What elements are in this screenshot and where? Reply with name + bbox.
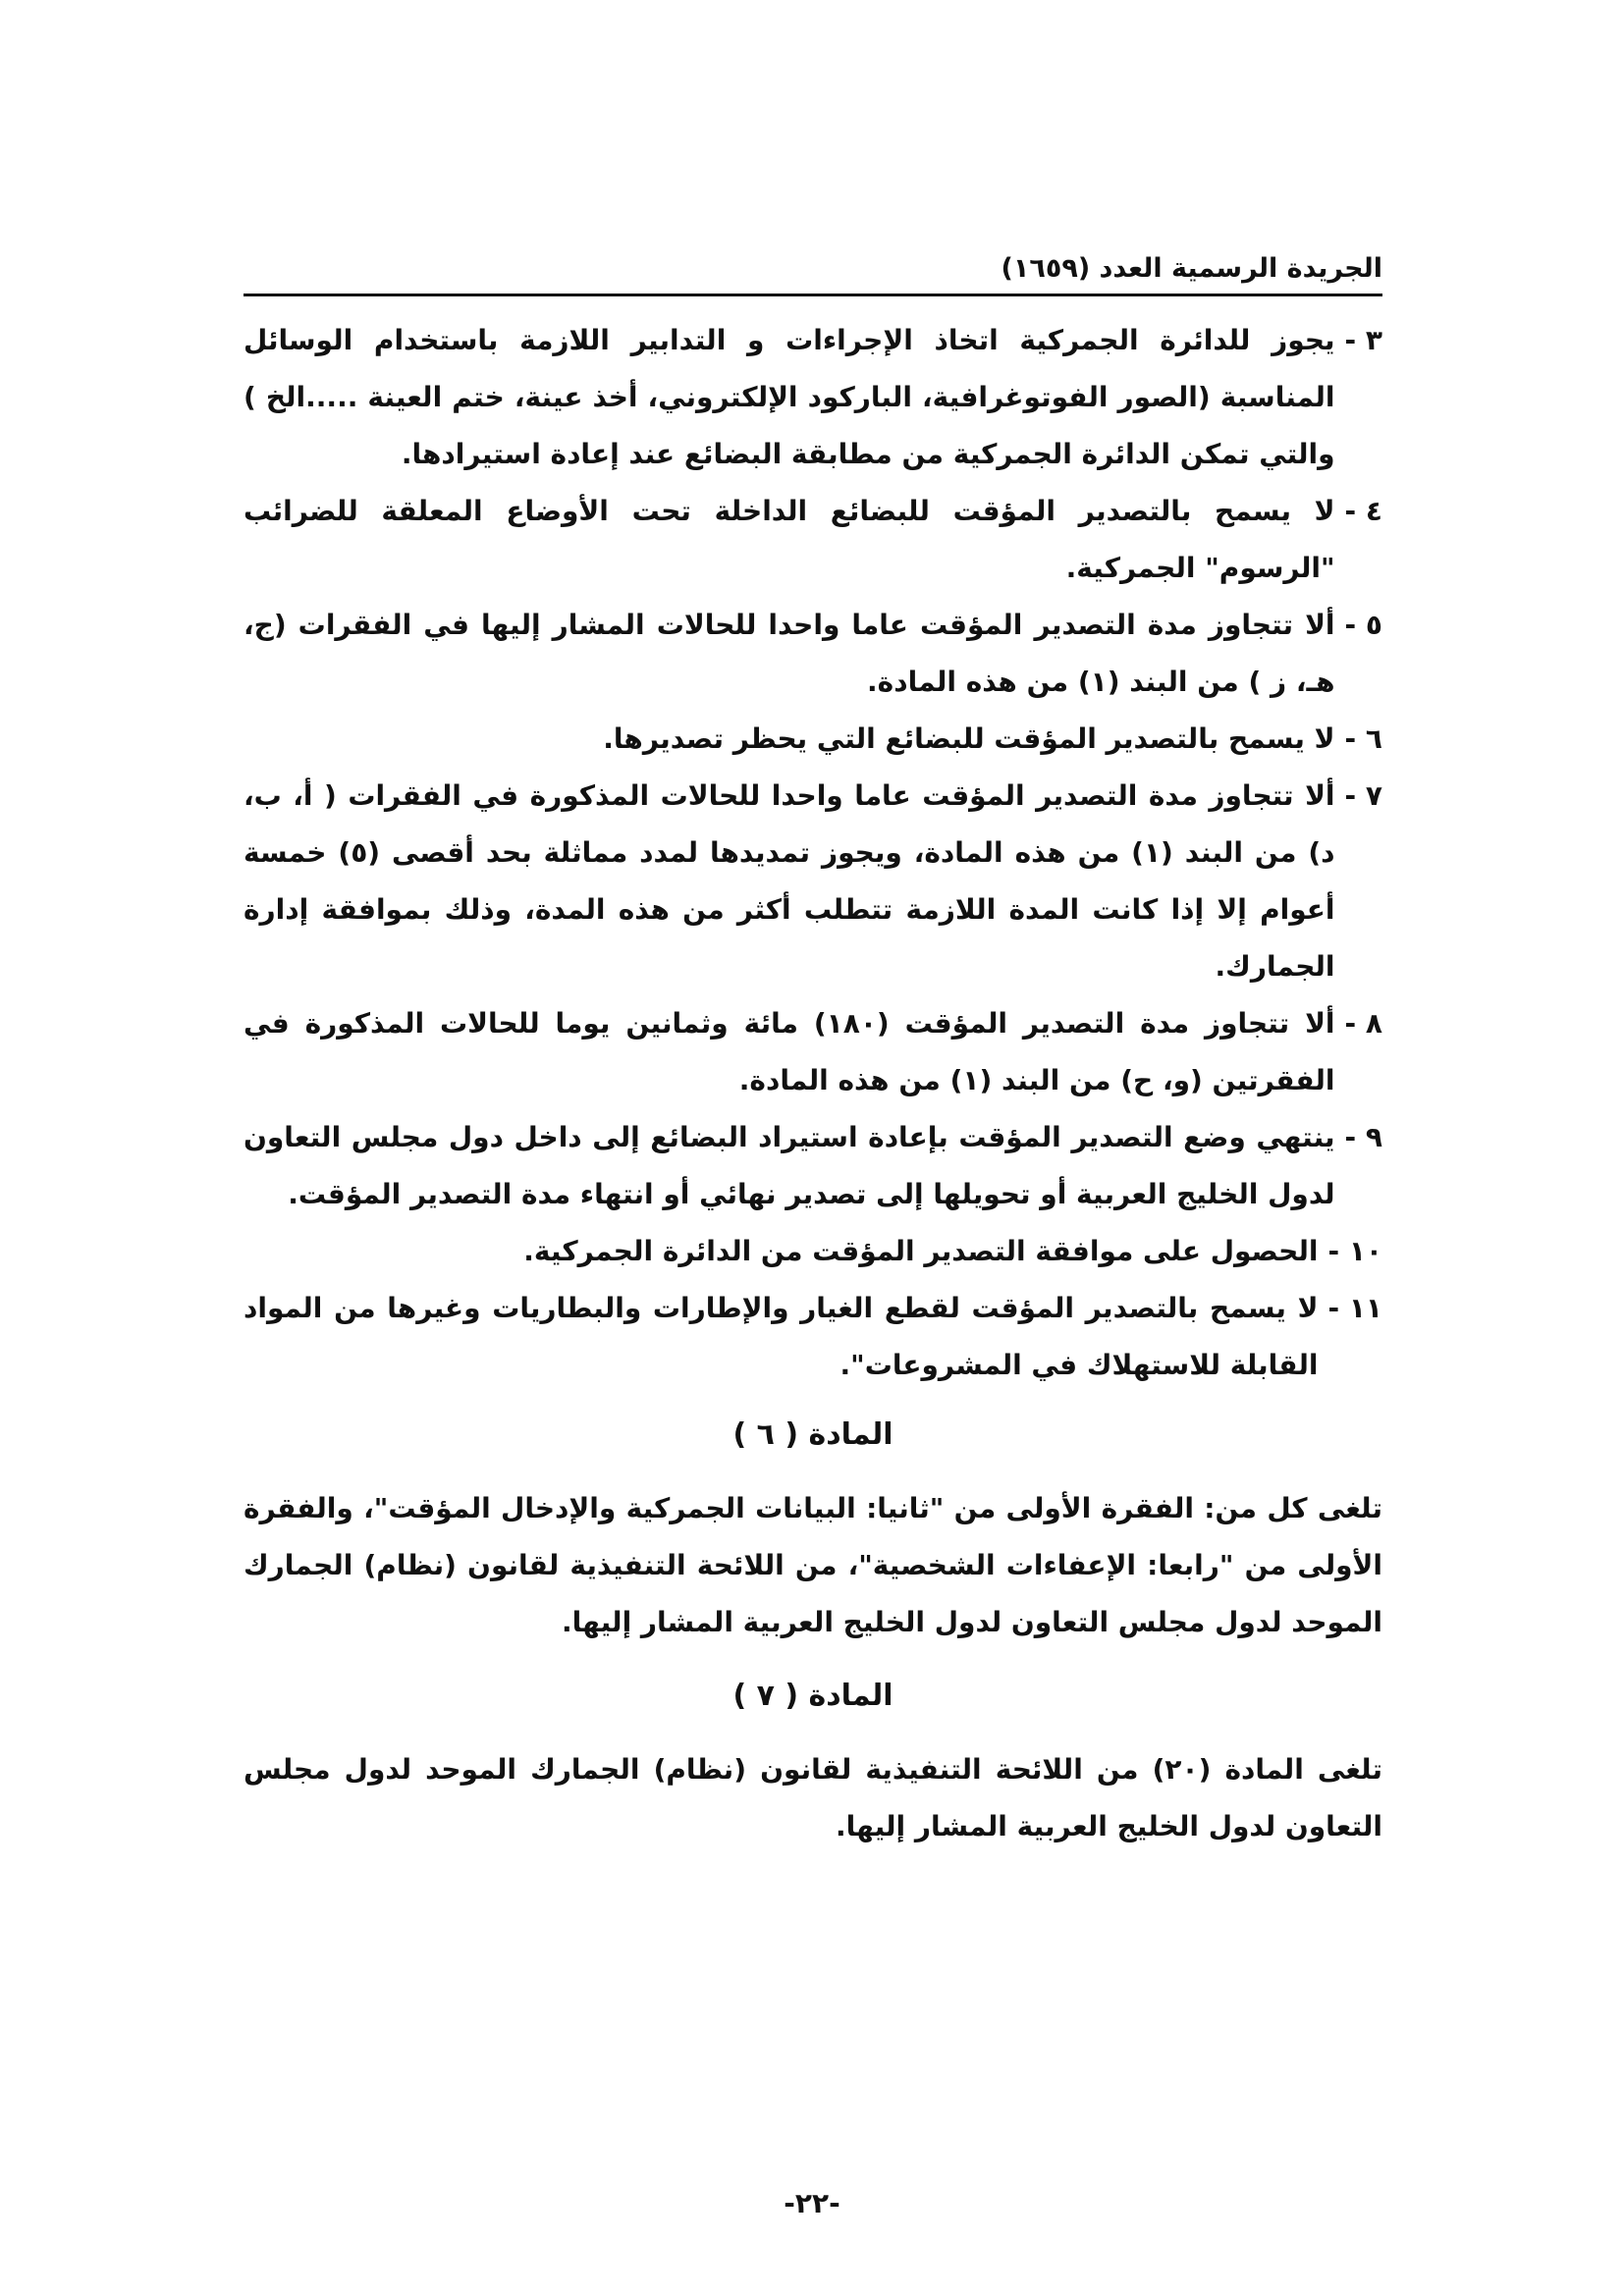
item-text: ألا تتجاوز مدة التصدير المؤقت (١٨٠) مائة وثمانين يوما للحالات المذكورة في الفقرتين (و، ح) من البند (١) من هذه المادة. <box>244 1007 1335 1096</box>
item-text: لا يسمح بالتصدير المؤقت لقطع الغيار والإطارات والبطاريات وغيرها من المواد القابلة للاستهلاك في المشروعات". <box>244 1292 1319 1381</box>
list-item <box>244 1223 1382 1280</box>
list-item <box>244 597 1382 711</box>
item-text: الحصول على موافقة التصدير المؤقت من الدائرة الجمركية. <box>523 1235 1319 1267</box>
list-item <box>244 995 1382 1109</box>
list-item <box>244 1280 1382 1394</box>
page-number: -٢٢- <box>784 2187 840 2219</box>
item-text: يجوز للدائرة الجمركية اتخاذ الإجراءات و التدابير اللازمة باستخدام الوسائل المناسبة (الصور الفوتوغرافية، الباركود الإلكتروني، أخذ عينة، ختم العينة .....الخ ) والتي تمكن الدائرة الجمركية من مطابقة البضائع عند إعادة استيرادها. <box>244 324 1335 470</box>
gazette-header: الجريدة الرسمية العدد (١٦٥٩) <box>244 253 1382 296</box>
item-text: ألا تتجاوز مدة التصدير المؤقت عاما واحدا للحالات المذكورة في الفقرات ( أ، ب، د) من البند (١) من هذه المادة، ويجوز تمديدها لمدد مماثلة بحد أقصى (٥) خمسة أعوام إلا إذا كانت المدة اللازمة تتطلب أكثر من هذه المدة، وذلك بموافقة إدارة الجمارك. <box>244 779 1335 983</box>
item-number: ١١ - <box>1327 1292 1382 1324</box>
item-number: ٦ - <box>1344 722 1382 755</box>
item-text: لا يسمح بالتصدير المؤقت للبضائع التي يحظر تصديرها. <box>603 722 1335 755</box>
item-text: ألا تتجاوز مدة التصدير المؤقت عاما واحدا للحالات المشار إليها في الفقرات (ج، هـ، ز ) من البند (١) من هذه المادة. <box>244 609 1335 698</box>
article-7-text: تلغى المادة (٢٠) من اللائحة التنفيذية لقانون (نظام) الجمارك الموحد لدول مجلس التعاون لدول الخليج العربية المشار إليها. <box>244 1753 1383 1842</box>
article-6-title: المادة ( ٦ ) <box>732 1417 893 1452</box>
item-number: ٩ - <box>1344 1121 1382 1153</box>
item-number: ١٠ - <box>1327 1235 1382 1267</box>
item-text: ينتهي وضع التصدير المؤقت بإعادة استيراد البضائع إلى داخل دول مجلس التعاون لدول الخليج العربية أو تحويلها إلى تصدير نهائي أو انتهاء مدة التصدير المؤقت. <box>244 1121 1335 1210</box>
item-number: ٤ - <box>1344 495 1382 527</box>
item-number: ٧ - <box>1344 779 1382 812</box>
conditions-list <box>244 312 1382 1394</box>
item-number: ٥ - <box>1344 609 1382 641</box>
item-number: ٨ - <box>1344 1007 1382 1040</box>
list-item <box>244 483 1382 597</box>
item-text: لا يسمح بالتصدير المؤقت للبضائع الداخلة تحت الأوضاع المعلقة للضرائب "الرسوم" الجمركية. <box>244 495 1335 584</box>
article-6-text: تلغى كل من: الفقرة الأولى من "ثانيا: البيانات الجمركية والإدخال المؤقت"، والفقرة الأولى من "رابعا: الإعفاءات الشخصية"، من اللائحة التنفيذية لقانون (نظام) الجمارك الموحد لدول مجلس التعاون لدول الخليج العربية المشار إليها. <box>244 1492 1382 1638</box>
article-7-title: المادة ( ٧ ) <box>732 1679 893 1713</box>
list-item <box>244 1109 1382 1223</box>
item-number: ٣ - <box>1344 324 1382 356</box>
list-item <box>244 312 1382 483</box>
list-item <box>244 711 1382 768</box>
document-page <box>244 253 1382 1877</box>
list-item <box>244 768 1382 995</box>
